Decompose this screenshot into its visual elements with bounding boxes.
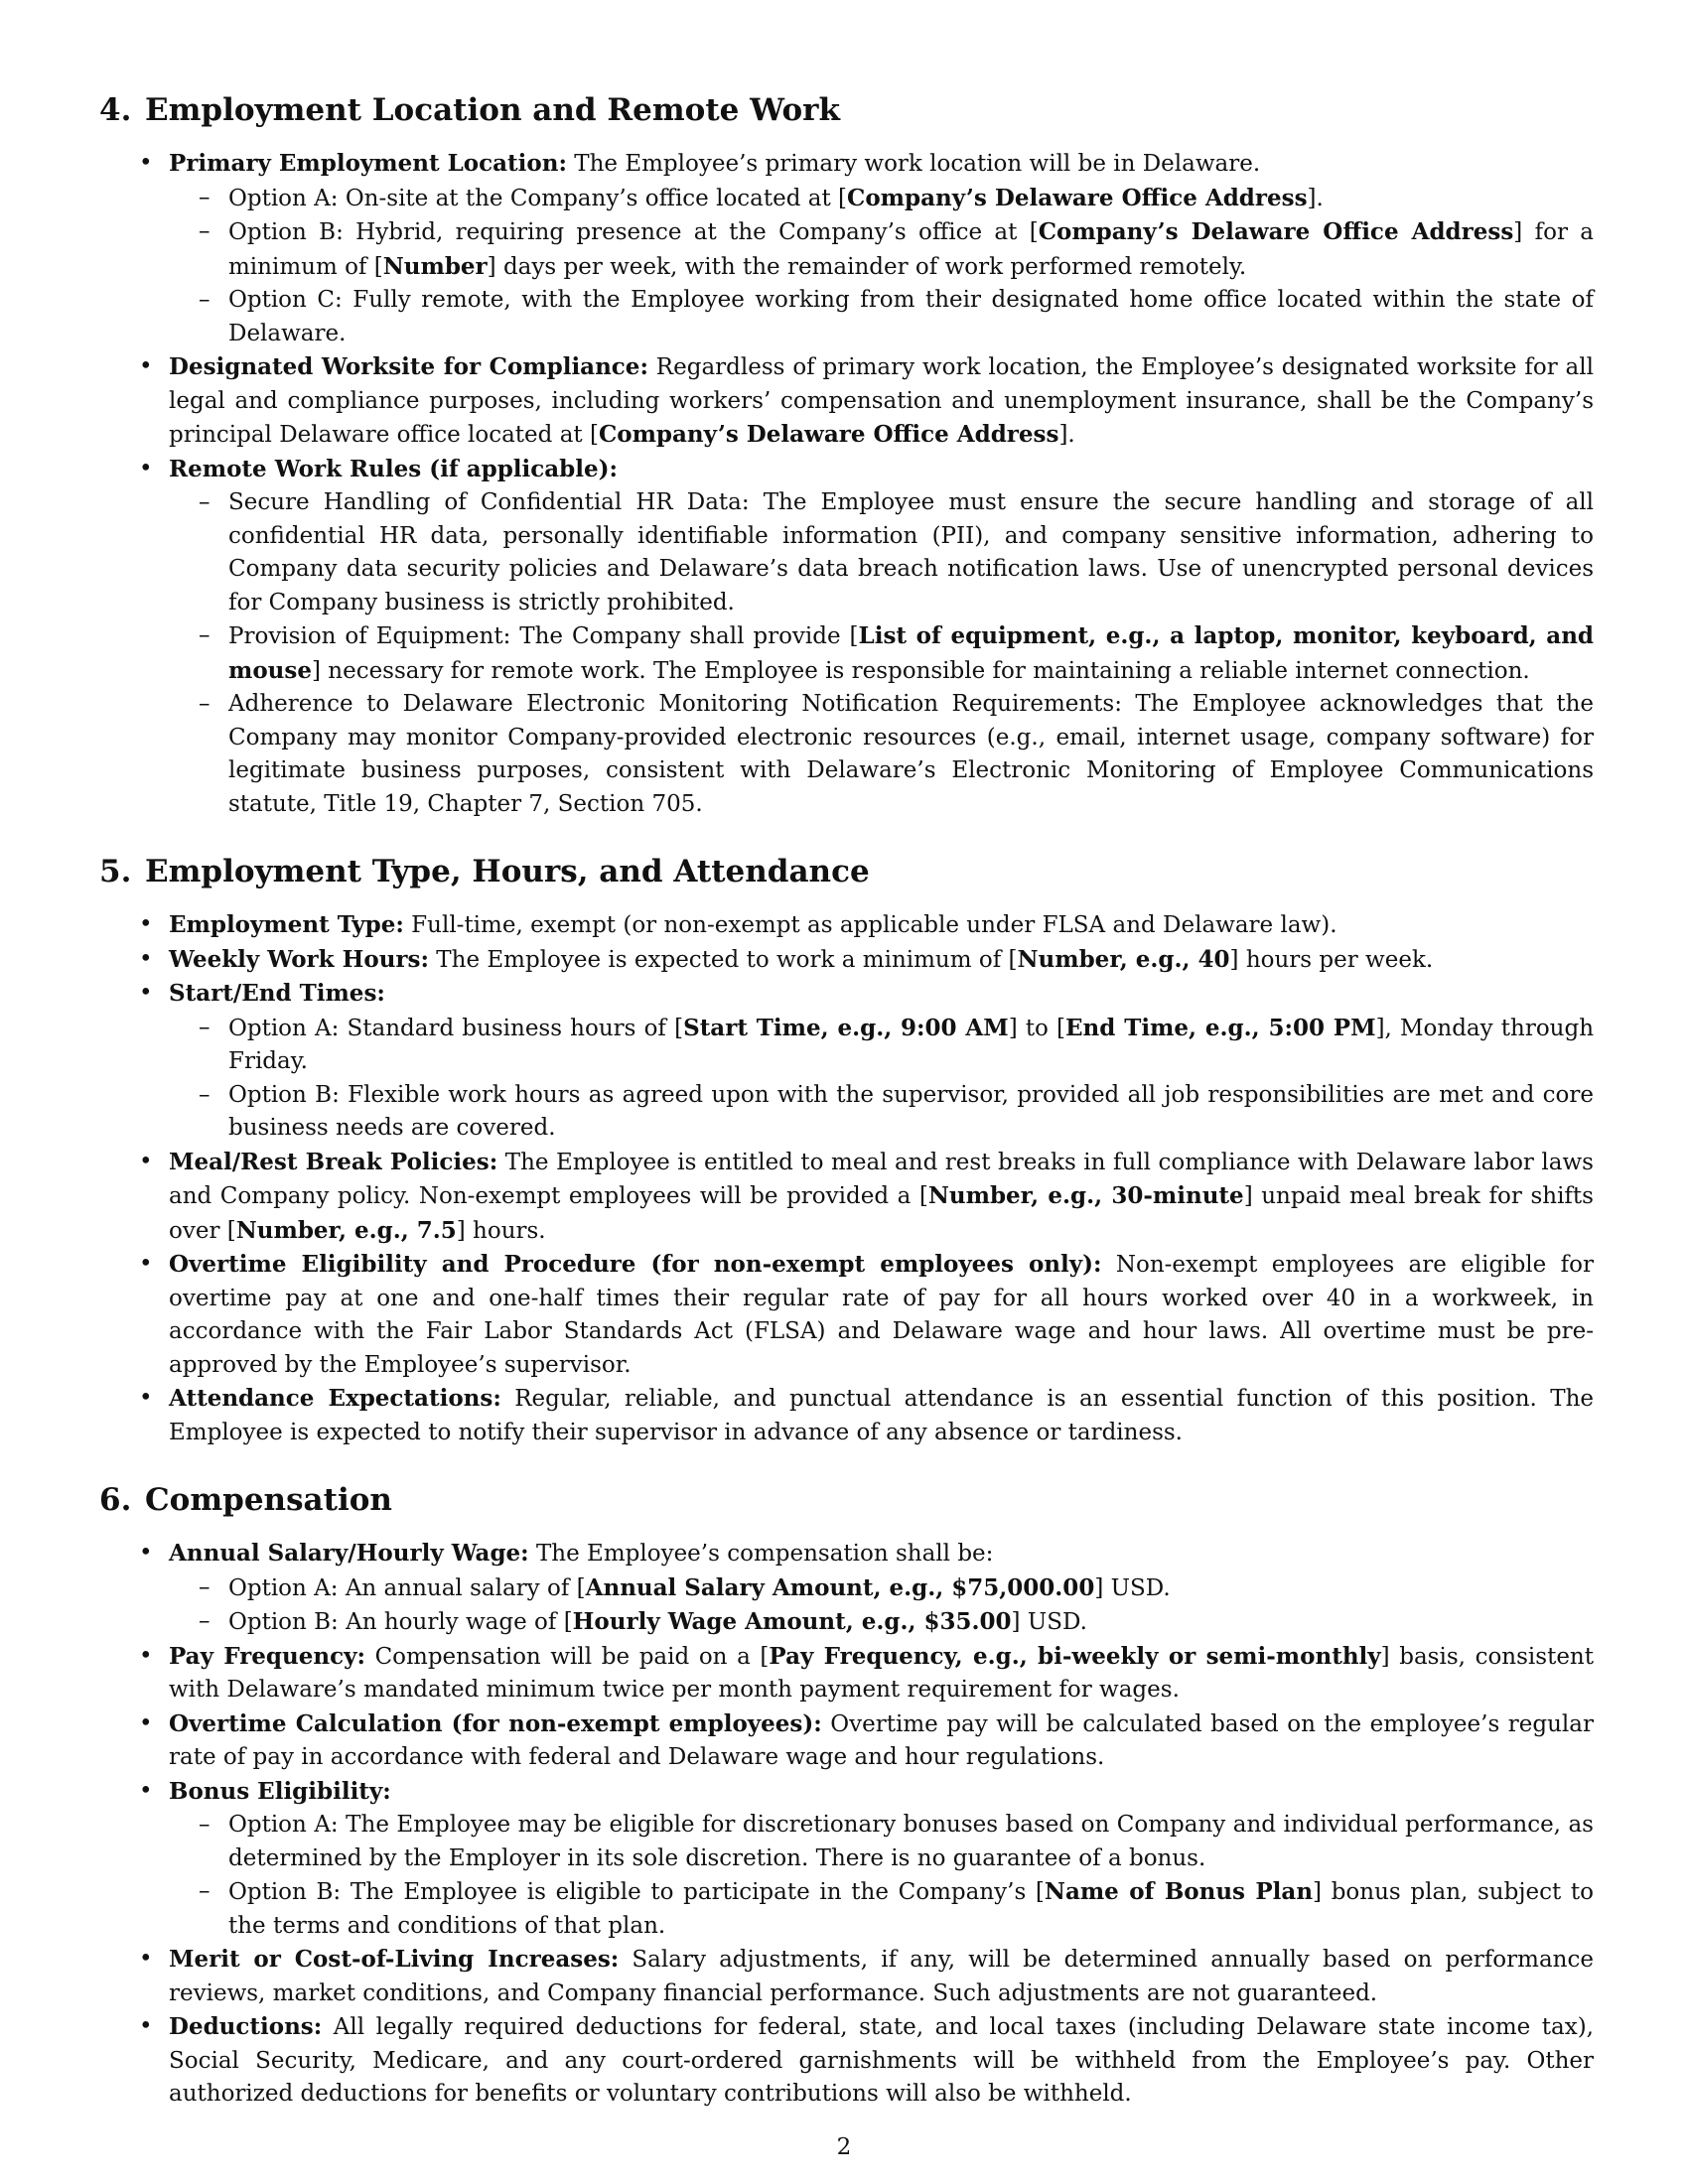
text-run: ]. (1307, 185, 1324, 211)
text-run: ] days per week, with the remainder of work performed remotely. (487, 253, 1247, 280)
sub-list (169, 182, 1594, 351)
item-label: Merit or Cost-of-Living Increases: (169, 1946, 620, 1973)
text-run: Compensation will be paid on a [ (364, 1643, 770, 1670)
text-run: ] for a minimum of [ (228, 219, 1595, 280)
page-number: 2 (836, 2134, 852, 2160)
text-run: Option B: Hybrid, requiring presence at the Company’s office at [ (228, 219, 1039, 245)
sub-list-item (169, 1012, 1594, 1079)
text-run: The Employee is expected to work a minimum of [ (428, 946, 1018, 973)
list-item (99, 1248, 1594, 1382)
text-run: Adherence to Delaware Electronic Monitoring Notification Requirements: The Employee acknowledges that the Company may monitor Company-provided electronic resources (e.g., email, internet usage, company software) for legitimate business purposes, consistent with Delaware’s Electronic Monitoring of Employee Communications statute, Title 19, Chapter 7, Section 705. (228, 691, 1594, 817)
section-heading (99, 91, 1594, 129)
text-run: ], Monday through Friday. (228, 1015, 1595, 1074)
list-item (99, 908, 1594, 943)
text-run: Provision of Equipment: The Company shall provide [ (228, 623, 859, 649)
section-number: 6. (99, 1482, 132, 1518)
sub-list (169, 1012, 1594, 1146)
list-item (99, 1775, 1594, 1944)
item-label: Pay Frequency: (169, 1642, 365, 1670)
text-run: The Employee’s primary work location will be in Delaware. (566, 151, 1261, 177)
item-label: Weekly Work Hours: (169, 945, 429, 973)
text-run: Option A: On-site at the Company’s office located at [ (228, 185, 848, 211)
section-4 (99, 91, 1594, 821)
text-run: ] hours. (456, 1217, 546, 1244)
placeholder-field: End Time, e.g., 5:00 PM (1065, 1014, 1376, 1041)
sub-list-item (169, 284, 1594, 350)
section-heading (99, 1481, 1594, 1519)
placeholder-field: Company’s Delaware Office Address (847, 184, 1308, 211)
list-item (99, 943, 1594, 978)
text-run: Option A: An annual salary of [ (228, 1574, 586, 1601)
item-label: Overtime Calculation (for non-exempt employees): (169, 1709, 822, 1737)
item-label: Overtime Eligibility and Procedure (for non-exempt employees only): (169, 1251, 1102, 1278)
text-run: All legally required deductions for federal, state, and local taxes (including Delaware state income tax), Social Security, Medicare, and any court-ordered garnishments will be withheld from the Employee’s pay. Other authorized deductions for benefits or voluntary contributions will also be withheld. (169, 2014, 1594, 2107)
placeholder-field: Hourly Wage Amount, e.g., $35.00 (572, 1608, 1012, 1635)
text-run: ] hours per week. (1229, 946, 1434, 973)
list-item (99, 977, 1594, 1146)
section-title: Compensation (145, 1482, 392, 1518)
sub-list-item (169, 1571, 1594, 1606)
text-run: Option A: The Employee may be eligible for discretionary bonuses based on Company and individual performance, as determined by the Employer in its sole discretion. There is no guarantee of a bonus. (228, 1812, 1594, 1871)
placeholder-field: Company’s Delaware Office Address (598, 421, 1059, 448)
item-label: Employment Type: (169, 911, 404, 938)
text-run: ] to [ (1008, 1015, 1066, 1041)
placeholder-field: List of equipment, e.g., a laptop, monitor, keyboard, and mouse (228, 622, 1594, 684)
text-run: ] necessary for remote work. The Employee is responsible for maintaining a reliable internet connection. (311, 657, 1530, 684)
bullet-list (99, 147, 1594, 821)
text-run: ] USD. (1094, 1574, 1171, 1601)
text-run: Secure Handling of Confidential HR Data: The Employee must ensure the secure handling and storage of all confidential HR data, personally identifiable information (PII), and company sensitive information, adhering to Company data security policies and Delaware’s data breach notification laws. Use of unencrypted personal devices for Company business is strictly prohibited. (228, 489, 1594, 615)
item-label: Remote Work Rules (if applicable): (169, 455, 619, 482)
placeholder-field: Number (382, 252, 488, 280)
section-number: 4. (99, 92, 132, 128)
list-item (99, 453, 1594, 822)
text-run: ]. (1058, 422, 1075, 448)
item-label: Meal/Rest Break Policies: (169, 1148, 498, 1175)
list-item (99, 147, 1594, 350)
text-run: Salary adjustments, if any, will be determined annually based on performance reviews, market conditions, and Company financial performance. Such adjustments are not guaranteed. (169, 1947, 1594, 2006)
text-run: Regardless of primary work location, the Employee’s designated worksite for all legal and compliance purposes, including workers’ compensation and unemployment insurance, shall be the Company’s principal Delaware office located at [ (169, 354, 1594, 448)
sub-list-item (169, 1605, 1594, 1640)
section-5 (99, 853, 1594, 1449)
list-item (99, 350, 1594, 453)
sub-list-item (169, 688, 1594, 821)
text-run: Non-exempt employees are eligible for overtime pay at one and one-half times their regular rate of pay for all hours worked over 40 in a workweek, in accordance with the Fair Labor Standards Act (FLSA) and Delaware wage and hour laws. All overtime must be pre-approved by the Employee’s supervisor. (169, 1252, 1594, 1378)
list-item (99, 1146, 1594, 1249)
section-number: 5. (99, 854, 132, 889)
section-heading (99, 853, 1594, 890)
bullet-list (99, 908, 1594, 1449)
text-run: Regular, reliable, and punctual attendance is an essential function of this position. The Employee is expected to notify their supervisor in advance of any absence or tardiness. (169, 1386, 1595, 1445)
item-label: Attendance Expectations: (169, 1385, 501, 1412)
placeholder-field: Annual Salary Amount, e.g., $75,000.00 (585, 1573, 1095, 1601)
text-run: Option C: Fully remote, with the Employee working from their designated home office located within the state of Delaware. (228, 287, 1594, 346)
sub-list (169, 1571, 1594, 1640)
placeholder-field: Name of Bonus Plan (1044, 1878, 1314, 1905)
sub-list-item (169, 182, 1594, 216)
item-label: Annual Salary/Hourly Wage: (169, 1540, 529, 1567)
item-label: Start/End Times: (169, 980, 385, 1007)
sub-list-item (169, 486, 1594, 619)
sub-list (169, 1809, 1594, 1943)
text-run: Full-time, exempt (or non-exempt as applicable under FLSA and Delaware law). (403, 912, 1337, 938)
text-run: Option B: Flexible work hours as agreed upon with the supervisor, provided all job responsibilities are met and core business needs are covered. (228, 1081, 1594, 1141)
placeholder-field: Start Time, e.g., 9:00 AM (683, 1014, 1009, 1041)
placeholder-field: Number, e.g., 30-minute (927, 1182, 1244, 1209)
placeholder-field: Number, e.g., 40 (1017, 945, 1230, 973)
sub-list-item (169, 1079, 1594, 1146)
bullet-list (99, 1537, 1594, 2112)
list-item (99, 1382, 1594, 1449)
sub-list-item (169, 1875, 1594, 1943)
text-run: Option B: An hourly wage of [ (228, 1609, 573, 1635)
item-label: Primary Employment Location: (169, 150, 567, 177)
text-run: Overtime pay will be calculated based on the employee’s regular rate of pay in accordance with federal and Delaware wage and hour regulations. (169, 1710, 1594, 1770)
text-run: Option A: Standard business hours of [ (228, 1015, 684, 1041)
list-item (99, 1537, 1594, 1640)
text-run: Option B: The Employee is eligible to participate in the Company’s [ (228, 1879, 1045, 1905)
item-label: Bonus Eligibility: (169, 1777, 391, 1805)
text-run: ] unpaid meal break for shifts over [ (169, 1183, 1594, 1244)
list-item (99, 1640, 1594, 1707)
list-item (99, 2010, 1594, 2112)
document-page (99, 91, 1594, 2143)
list-item (99, 1707, 1594, 1775)
section-title: Employment Location and Remote Work (145, 92, 840, 128)
text-run: The Employee is entitled to meal and rest breaks in full compliance with Delaware labor laws and Company policy. Non-exempt employees will be provided a [ (169, 1149, 1594, 1209)
sub-list-item (169, 215, 1594, 284)
sub-list-item (169, 1809, 1594, 1875)
item-label: Designated Worksite for Compliance: (169, 353, 648, 380)
placeholder-field: Pay Frequency, e.g., bi-weekly or semi-monthly (769, 1642, 1381, 1670)
placeholder-field: Number, e.g., 7.5 (235, 1216, 457, 1244)
section-title: Employment Type, Hours, and Attendance (145, 854, 870, 889)
sub-list-item (169, 619, 1594, 688)
section-6 (99, 1481, 1594, 2112)
text-run: ] basis, consistent with Delaware’s mandated minimum twice per month payment requirement for wages. (169, 1643, 1594, 1703)
text-run: The Employee’s compensation shall be: (528, 1541, 994, 1567)
item-label: Deductions: (169, 2013, 323, 2040)
text-run: ] USD. (1011, 1609, 1087, 1635)
list-item (99, 1943, 1594, 2010)
sub-list (169, 486, 1594, 821)
text-run: ] bonus plan, subject to the terms and conditions of that plan. (228, 1879, 1594, 1939)
placeholder-field: Company’s Delaware Office Address (1038, 218, 1514, 245)
